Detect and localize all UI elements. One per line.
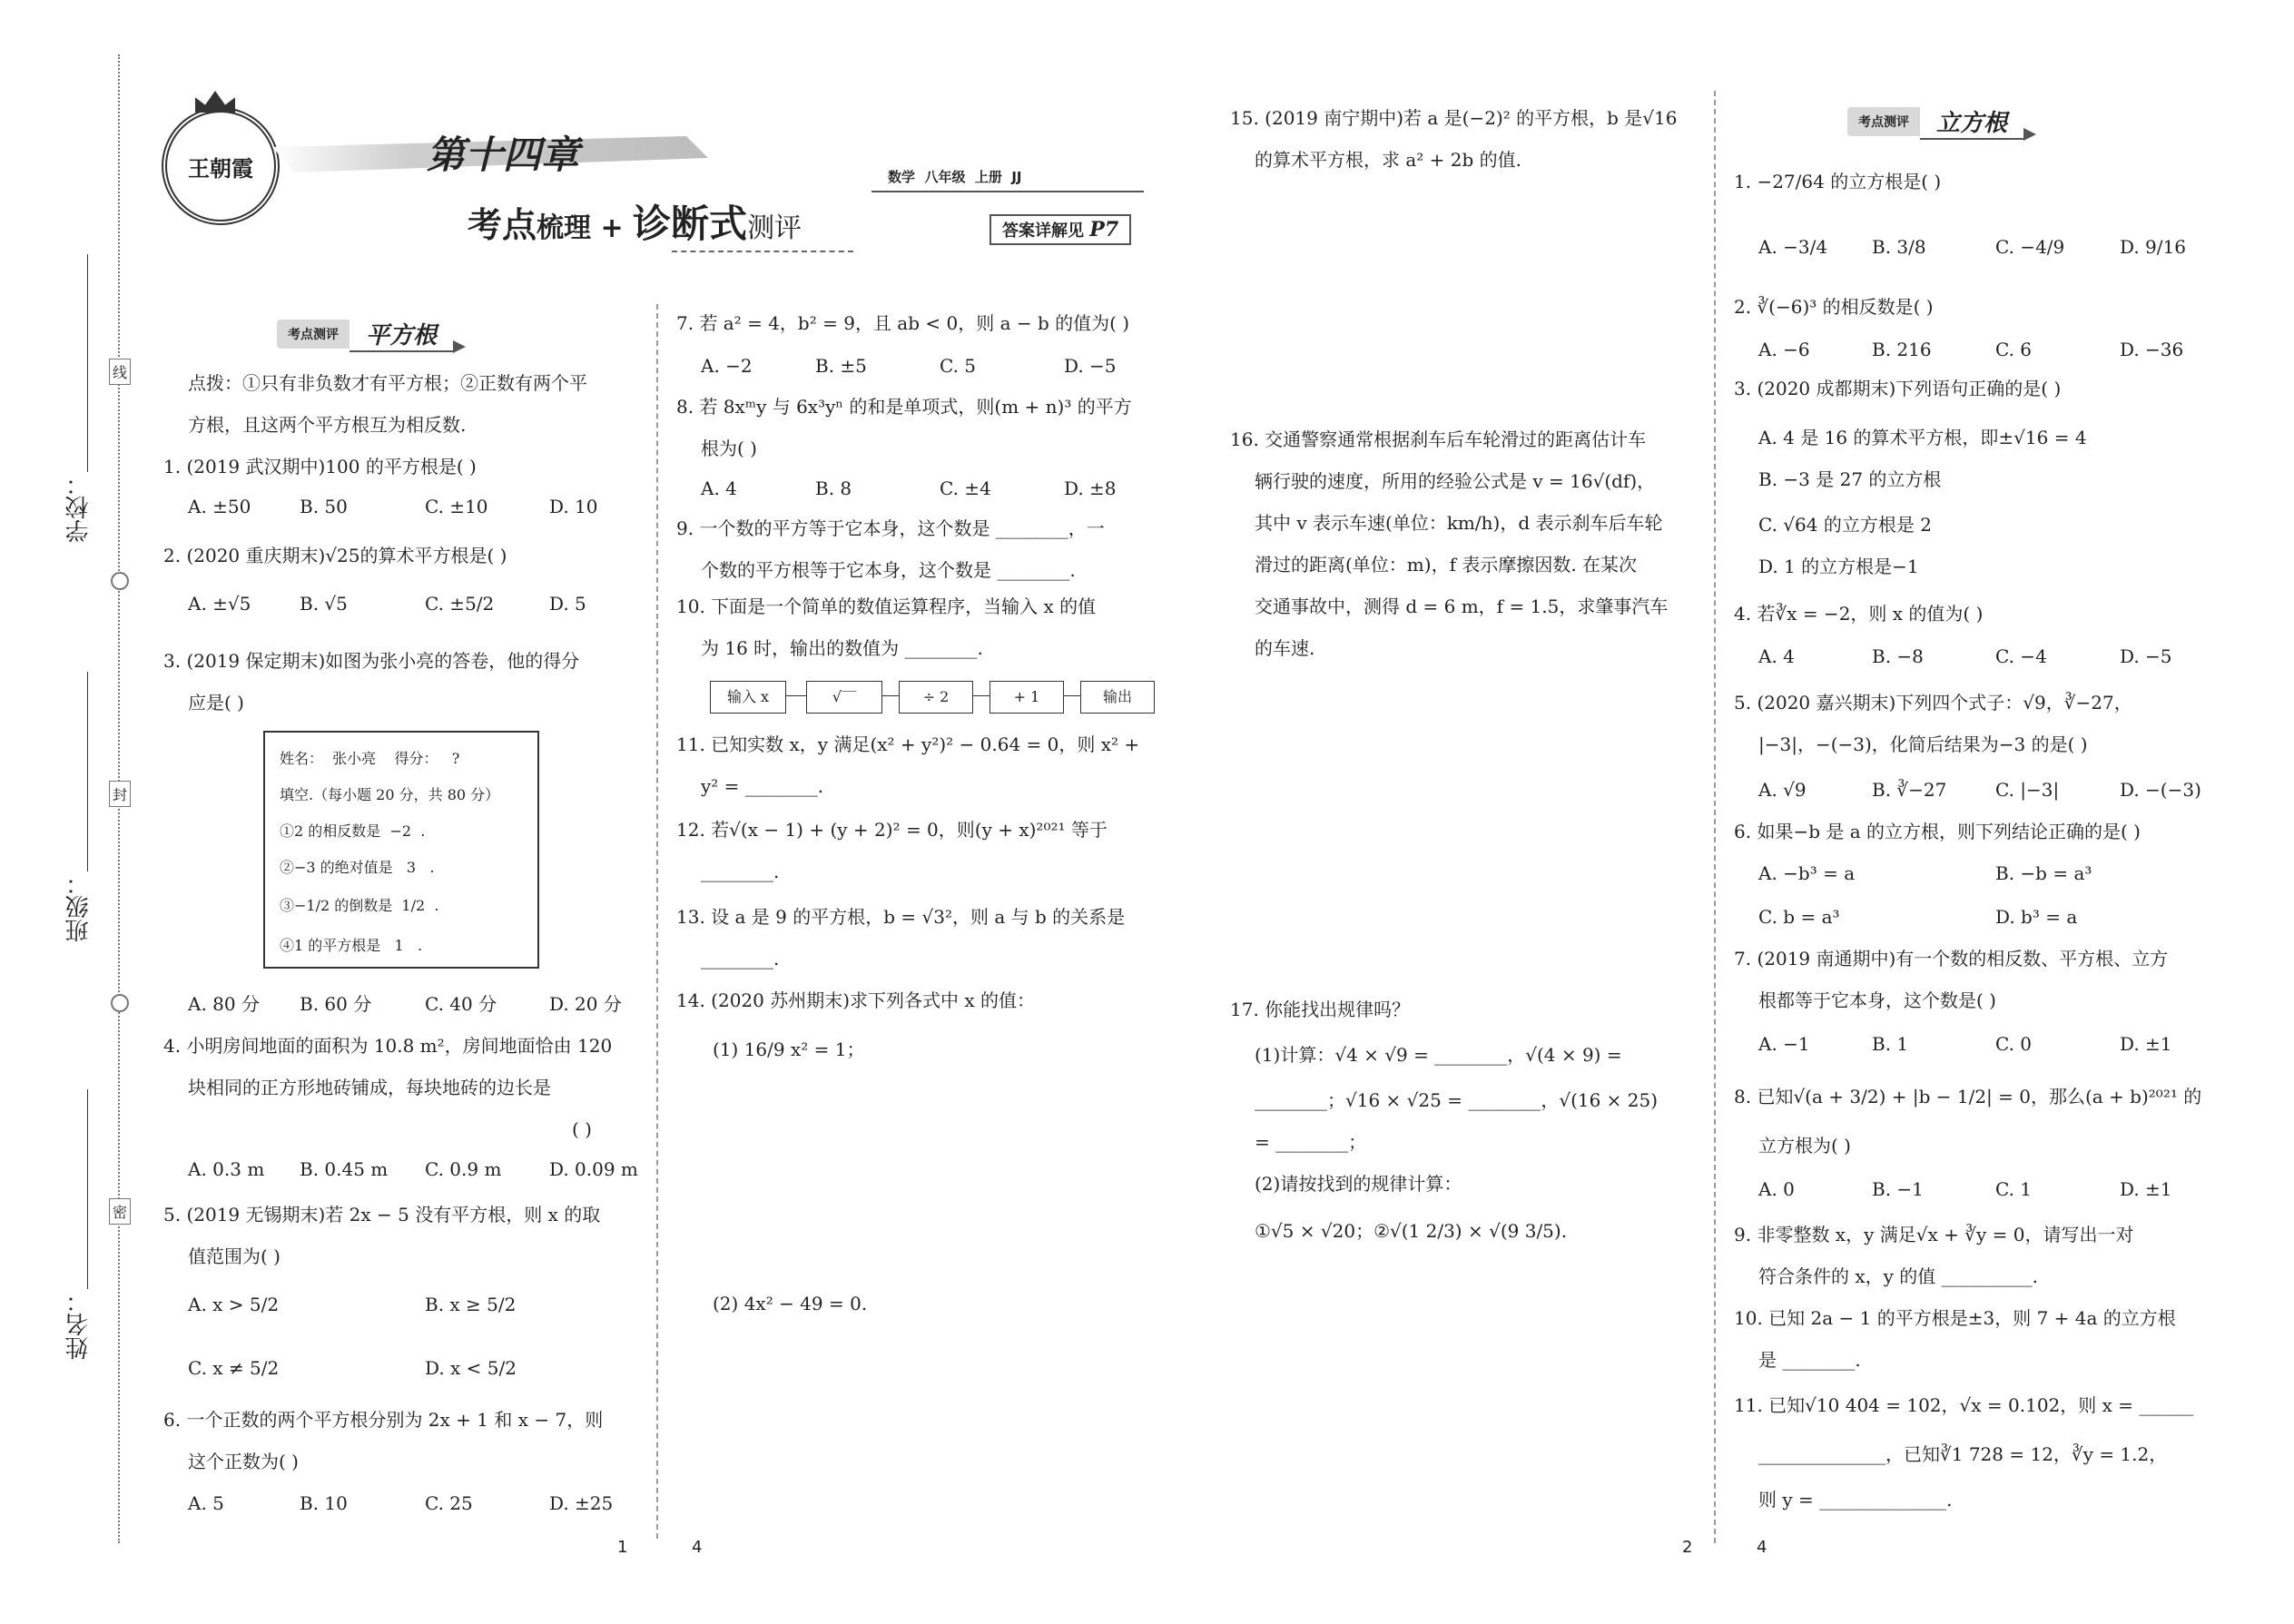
option[interactable]: C. ±4 <box>940 477 991 499</box>
question-2: 2. (2020 重庆期末)√25的算术平方根是( ) <box>163 545 507 566</box>
question-2: 2. ∛(−6)³ 的相反数是( ) <box>1734 296 1934 318</box>
question-17-part2-cont: ①√5 × √20；②√(1 2/3) × √(9 3/5). <box>1255 1220 1568 1242</box>
option[interactable]: D. ±8 <box>1064 477 1117 499</box>
option[interactable]: B. √5 <box>300 593 348 615</box>
column-divider <box>1714 91 1716 1543</box>
flow-arrow-icon <box>786 695 806 696</box>
question-11-cont: y² = ________. <box>701 775 824 797</box>
option[interactable]: B. 1 <box>1872 1033 1909 1055</box>
subtitle-cepin: 测评 <box>747 212 802 244</box>
subject-tags: 数学 八年级 上册 JJ <box>888 169 1022 185</box>
question-10: 10. 下面是一个简单的数值运算程序，当输入 x 的值 <box>676 595 1097 617</box>
flow-arrow-icon <box>882 695 899 696</box>
question-7-cont: 根都等于它本身，这个数是( ) <box>1758 989 1996 1011</box>
subject-rule <box>871 191 1144 192</box>
question-5: 5. (2019 无锡期末)若 2x − 5 没有平方根，则 x 的取 <box>163 1204 601 1225</box>
question-11: 11. 已知√10 404 = 102，√x = 0.102，则 x = ______ <box>1734 1394 2194 1416</box>
question-3-cont: 应是( ) <box>188 692 244 714</box>
option[interactable]: B. 60 分 <box>300 993 372 1015</box>
option[interactable]: A. 0.3 m <box>188 1158 265 1180</box>
subtitle-zhenduan: 诊断式 <box>633 202 748 246</box>
option[interactable]: D. −(−3) <box>2120 779 2201 801</box>
subtitle-shuli: 梳理 + <box>537 212 634 244</box>
flow-arrow-icon <box>1064 695 1080 696</box>
class-blank <box>87 672 88 871</box>
flow-add: + 1 <box>989 681 1064 714</box>
question-12-cont: ________. <box>701 861 780 882</box>
question-6: 6. 如果−b 是 a 的立方根，则下列结论正确的是( ) <box>1734 821 2141 842</box>
option[interactable]: C. |−3| <box>1995 779 2060 801</box>
option[interactable]: D. 0.09 m <box>549 1158 638 1180</box>
question-8: 8. 已知√(a + 3/2) + |b − 1/2| = 0，那么(a + b)²⁰²¹ 的 <box>1734 1086 2202 1107</box>
option[interactable]: A. −1 <box>1758 1033 1810 1055</box>
question-7: 7. (2019 南通期中)有一个数的相反数、平方根、立方 <box>1734 948 2169 969</box>
question-16-cont: 的车速. <box>1255 637 1315 659</box>
option[interactable]: A. 80 分 <box>188 993 260 1015</box>
page-number: 4 <box>1757 1538 1767 1557</box>
school-blank <box>87 254 88 472</box>
question-6: 6. 一个正数的两个平方根分别为 2x + 1 和 x − 7，则 <box>163 1409 604 1431</box>
seal-char-1: 线 <box>109 359 131 385</box>
flow-arrow-icon <box>973 695 989 696</box>
option[interactable]: C. 1 <box>1995 1178 2033 1200</box>
section-title: 立方根 <box>1920 104 2023 140</box>
question-16-cont: 滑过的距离(单位：m)，f 表示摩擦因数. 在某次 <box>1255 554 1638 576</box>
question-9: 9. 一个数的平方等于它本身，这个数是 ________，一 <box>676 517 1105 539</box>
page-number: 2 <box>1682 1538 1693 1557</box>
question-13-cont: ________. <box>701 948 780 969</box>
option[interactable]: C. 0.9 m <box>425 1158 502 1180</box>
question-5-cont: 值范围为( ) <box>188 1245 281 1267</box>
option[interactable]: B. 50 <box>300 496 348 517</box>
option[interactable]: D. ±1 <box>2120 1033 2172 1055</box>
option[interactable]: D. 9/16 <box>2120 236 2186 258</box>
option[interactable]: A. x > 5/2 <box>188 1294 280 1315</box>
name-label: 姓名： <box>65 1289 93 1360</box>
column-divider <box>656 304 658 1539</box>
section-header-cube-root <box>1847 102 2036 142</box>
question-3: 3. (2019 保定期末)如图为张小亮的答卷，他的得分 <box>163 650 580 672</box>
question-7: 7. 若 a² = 4，b² = 9，且 ab < 0，则 a − b 的值为( ) <box>676 312 1130 334</box>
header-subtitle <box>468 194 802 249</box>
option[interactable]: D. ±25 <box>549 1492 614 1514</box>
flow-sqrt: √‾‾ <box>806 681 882 714</box>
option[interactable]: C. b = a³ <box>1758 906 1840 928</box>
option[interactable]: D. x < 5/2 <box>425 1357 517 1379</box>
option[interactable]: C. 40 分 <box>425 993 497 1015</box>
option[interactable]: C. 0 <box>1995 1033 2033 1055</box>
option[interactable]: A. 4 <box>701 477 737 499</box>
option[interactable]: B. 8 <box>815 477 852 499</box>
option[interactable]: B. ∛−27 <box>1872 779 1947 801</box>
question-16-cont: 其中 v 表示车速(单位：km/h)，d 表示刹车后车轮 <box>1255 512 1663 534</box>
brand-logo <box>162 107 280 225</box>
option[interactable]: C. 6 <box>1995 339 2033 360</box>
header-rule <box>672 251 853 252</box>
flow-divide: ÷ 2 <box>899 681 973 714</box>
card-line: 填空.（每小题 20 分，共 80 分） <box>280 786 500 803</box>
question-10-cont: 是 ________. <box>1758 1349 1861 1371</box>
option[interactable]: A. −3/4 <box>1758 236 1828 258</box>
question-14: 14. (2020 苏州期末)求下列各式中 x 的值： <box>676 989 1036 1011</box>
option[interactable]: D. 1 的立方根是−1 <box>1758 556 1919 577</box>
question-17-part1-cont: = ________； <box>1255 1131 1367 1153</box>
option[interactable]: A. ±√5 <box>188 593 251 615</box>
option[interactable]: A. 0 <box>1758 1178 1795 1200</box>
chapter-title: 第十四章 <box>427 133 580 177</box>
question-4: 4. 若∛x = −2，则 x 的值为( ) <box>1734 603 1984 625</box>
logo-text: 王朝霞 <box>188 154 253 182</box>
question-6-cont: 这个正数为( ) <box>188 1451 299 1472</box>
answer-ref-text: 答案详解见 <box>1002 221 1084 241</box>
question-3: 3. (2020 成都期末)下列语句正确的是( ) <box>1734 378 2062 399</box>
crown-icon <box>195 91 235 113</box>
question-4-cont: 块相同的正方形地砖铺成，每块地砖的边长是 <box>188 1077 551 1098</box>
option[interactable]: D. 20 分 <box>549 993 622 1015</box>
question-15: 15. (2019 南宁期中)若 a 是(−2)² 的平方根，b 是√16 <box>1230 107 1678 129</box>
option[interactable]: D. −5 <box>2120 645 2172 667</box>
card-line: ④1 的平方根是 1 . <box>280 937 423 954</box>
option[interactable]: A. 5 <box>188 1492 224 1514</box>
option[interactable]: A. −b³ = a <box>1758 862 1856 884</box>
section-tag: 考点测评 <box>1847 107 1920 136</box>
question-11: 11. 已知实数 x，y 满足(x² + y²)² − 0.64 = 0，则 x² + <box>676 733 1140 755</box>
question-17-part1-cont: ________；√16 × √25 = ________，√(16 × 25) <box>1255 1089 1659 1111</box>
question-8: 8. 若 8xᵐy 与 6x³yⁿ 的和是单项式，则(m + n)³ 的平方 <box>676 396 1132 418</box>
question-8-cont: 立方根为( ) <box>1758 1135 1851 1156</box>
section-tag: 考点测评 <box>277 320 350 349</box>
option[interactable]: C. x ≠ 5/2 <box>188 1357 280 1379</box>
option[interactable]: A. −2 <box>701 355 753 377</box>
tip-text-2: 方根，且这两个平方根互为相反数. <box>188 414 467 436</box>
question-9-cont: 个数的平方根等于它本身，这个数是 ________. <box>701 559 1076 581</box>
question-17-part1: (1)计算：√4 × √9 = ________，√(4 × 9) = <box>1255 1044 1622 1066</box>
option[interactable]: B. −b = a³ <box>1995 862 2092 884</box>
question-16-cont: 交通事故中，测得 d = 6 m，f = 1.5，求肇事汽车 <box>1255 595 1669 617</box>
option[interactable]: B. ±5 <box>815 355 867 377</box>
option[interactable]: D. −36 <box>2120 339 2184 360</box>
card-line: ②−3 的绝对值是 3 . <box>280 859 435 876</box>
question-5-cont: |−3|，−(−3)，化简后结果为−3 的是( ) <box>1758 733 2088 755</box>
option[interactable]: A. −6 <box>1758 339 1810 360</box>
section-title: 平方根 <box>350 317 453 352</box>
question-10: 10. 已知 2a − 1 的平方根是±3，则 7 + 4a 的立方根 <box>1734 1307 2176 1329</box>
answer-ref-page: P7 <box>1089 218 1119 241</box>
school-label: 学校： <box>65 472 93 543</box>
question-11-cont: ______________，已知∛1 728 = 12，∛y = 1.2， <box>1758 1443 2168 1465</box>
seal-char-2: 封 <box>109 781 131 807</box>
seal-char-3: 密 <box>109 1198 131 1225</box>
option[interactable]: B. 0.45 m <box>300 1158 389 1180</box>
option[interactable]: C. 5 <box>940 355 977 377</box>
option[interactable]: B. 216 <box>1872 339 1932 360</box>
binding-hole-icon <box>111 572 129 590</box>
question-14-part2: (2) 4x² − 49 = 0. <box>713 1293 868 1314</box>
option[interactable]: D. −5 <box>1064 355 1117 377</box>
card-line: 姓名： 张小亮 得分： ? <box>280 750 469 767</box>
arrow-icon <box>453 340 466 353</box>
question-17-part2: (2)请按找到的规律计算： <box>1255 1173 1462 1195</box>
question-1: 1. (2019 武汉期中)100 的平方根是( ) <box>163 456 477 477</box>
subtitle-kaodian: 考点 <box>468 205 537 245</box>
option[interactable]: D. b³ = a <box>1995 906 2078 928</box>
option[interactable]: D. 10 <box>549 496 598 517</box>
question-4: 4. 小明房间地面的面积为 10.8 m²，房间地面恰由 120 <box>163 1035 613 1057</box>
option[interactable]: A. 4 <box>1758 645 1795 667</box>
option[interactable]: A. ±50 <box>188 496 251 517</box>
question-9: 9. 非零整数 x，y 满足√x + ∛y = 0，请写出一对 <box>1734 1224 2134 1245</box>
option[interactable]: C. −4/9 <box>1995 236 2065 258</box>
page-number: 1 <box>617 1538 628 1557</box>
question-14-part1: (1) 16/9 x² = 1； <box>713 1038 865 1060</box>
question-5: 5. (2020 嘉兴期末)下列四个式子：√9，∛−27， <box>1734 692 2132 714</box>
question-16: 16. 交通警察通常根据刹车后车轮滑过的距离估计车 <box>1230 428 1647 450</box>
answer-ref-box <box>989 214 1131 245</box>
answer-card <box>263 731 539 969</box>
class-label: 班级： <box>65 871 93 942</box>
option[interactable]: C. ±10 <box>425 496 488 517</box>
option[interactable]: C. 25 <box>425 1492 473 1514</box>
question-12: 12. 若√(x − 1) + (y + 2)² = 0，则(y + x)²⁰²¹ 等于 <box>676 819 1108 841</box>
arrow-icon <box>2023 128 2036 141</box>
option[interactable]: B. −8 <box>1872 645 1924 667</box>
tip-text: 点拨：①只有非负数才有平方根；②正数有两个平 <box>188 372 587 394</box>
option[interactable]: C. √64 的立方根是 2 <box>1758 514 1932 536</box>
card-line: ①2 的相反数是 −2 . <box>280 822 426 840</box>
card-line: ③−1/2 的倒数是 1/2 . <box>280 897 439 914</box>
option[interactable]: C. ±5/2 <box>425 593 495 615</box>
question-4-paren: ( ) <box>572 1118 592 1140</box>
question-15-cont: 的算术平方根，求 a² + 2b 的值. <box>1255 149 1522 171</box>
option[interactable]: C. −4 <box>1995 645 2047 667</box>
option[interactable]: A. 4 是 16 的算术平方根，即±√16 = 4 <box>1758 427 2087 448</box>
option[interactable]: D. ±1 <box>2120 1178 2172 1200</box>
option[interactable]: B. −1 <box>1872 1178 1924 1200</box>
section-header-square-root <box>277 314 466 354</box>
option[interactable]: A. √9 <box>1758 779 1807 801</box>
question-10-cont: 为 16 时，输出的数值为 ________. <box>701 637 983 659</box>
question-11-cont: 则 y = ______________. <box>1758 1489 1953 1511</box>
name-blank <box>87 1089 88 1289</box>
option[interactable]: B. −3 是 27 的立方根 <box>1758 468 1942 490</box>
option[interactable]: B. 10 <box>300 1492 348 1514</box>
flow-input: 输入 x <box>710 681 786 714</box>
question-1: 1. −27/64 的立方根是( ) <box>1734 171 1942 192</box>
option[interactable]: B. x ≥ 5/2 <box>425 1294 517 1315</box>
question-13: 13. 设 a 是 9 的平方根，b = √3²，则 a 与 b 的关系是 <box>676 906 1126 928</box>
option[interactable]: D. 5 <box>549 593 586 615</box>
question-9-cont: 符合条件的 x，y 的值 __________. <box>1758 1265 2039 1287</box>
binding-hole-icon <box>111 994 129 1012</box>
question-17: 17. 你能找出规律吗？ <box>1230 999 1411 1020</box>
flow-output: 输出 <box>1080 681 1155 714</box>
question-16-cont: 辆行驶的速度，所用的经验公式是 v = 16√(df)， <box>1255 470 1656 492</box>
page-number: 4 <box>692 1538 703 1557</box>
question-8-cont: 根为( ) <box>701 438 757 459</box>
option[interactable]: B. 3/8 <box>1872 236 1926 258</box>
